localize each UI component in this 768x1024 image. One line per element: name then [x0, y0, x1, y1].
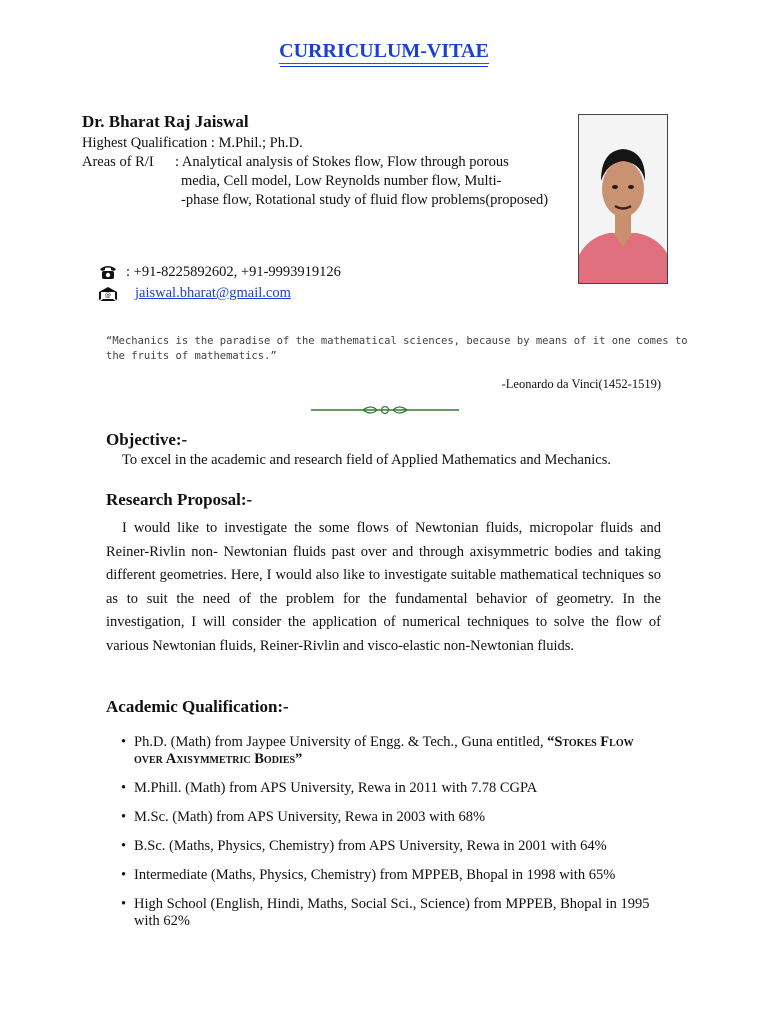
list-item: • B.Sc. (Maths, Physics, Chemistry) from APS University, Rewa in 2001 with 64% [118, 838, 663, 855]
objective-heading: Objective:- [106, 430, 188, 449]
list-item: • Intermediate (Maths, Physics, Chemistry) from MPPEB, Bhopal in 1998 with 65% [118, 867, 663, 884]
list-item: • M.Sc. (Math) from APS University, Rewa in 2003 with 68% [118, 809, 663, 826]
areas-label: Areas of R/I [82, 154, 154, 170]
academic-heading: Academic Qualification:- [106, 697, 289, 716]
quote-text: “Mechanics is the paradise of the mathematical sciences, because by means of it one comes to the fruits of mathematics.” [106, 335, 688, 362]
profile-photo [578, 114, 668, 284]
areas-line-3: -phase flow, Rotational study of fluid flow problems(proposed) [181, 192, 549, 208]
svg-text:@: @ [105, 292, 111, 299]
list-item: • High School (English, Hindi, Maths, Social Sci., Science) from MPPEB, Bhopal in 1995 with 62% [118, 896, 663, 930]
phd-thesis-title: “Stokes Flow over Axisymmetric Bodies” [134, 734, 634, 767]
list-item: • M.Phill. (Math) from APS University, Rewa in 2011 with 7.78 CGPA [118, 780, 663, 797]
research-heading: Research Proposal:- [106, 490, 253, 509]
areas-line-1: : Analytical analysis of Stokes flow, Flow through porous [175, 154, 509, 170]
document-title: CURRICULUM-VITAE [279, 40, 489, 62]
research-paragraph: I would like to investigate the some flows of Newtonian fluids, micropolar fluids and Reiner-Rivlin non- Newtonian fluids past over and through axisymmetric bodies and taking different geometries. Here, I would also like to investigate suitable mathematical techniques so as to suit the need of the problem for the fundamental behavior of geometry. In the investigation, I will consider the application of numerical techniques to solve the flow of various Newtonian fluids, Reiner-Rivlin and visco-elastic non-Newtonian fluids. [106, 520, 661, 654]
telephone-icon [98, 264, 118, 280]
envelope-icon [98, 286, 118, 302]
phd-prefix: Ph.D. (Math) from Jaypee University of Engg. & Tech., Guna entitled, [134, 734, 544, 750]
email-link[interactable]: jaiswal.bharat@gmail.com [135, 285, 291, 301]
quote-author: -Leonardo da Vinci(1452-1519) [501, 377, 661, 391]
ornamental-divider [311, 402, 459, 418]
areas-line-2: media, Cell model, Low Reynolds number flow, Multi- [181, 173, 502, 189]
academic-list [118, 734, 663, 942]
person-name: Dr. Bharat Raj Jaiswal [82, 112, 249, 131]
objective-text: To excel in the academic and research field of Applied Mathematics and Mechanics. [122, 452, 611, 468]
highest-qualification: Highest Qualification : M.Phil.; Ph.D. [82, 135, 303, 151]
list-item-phd [118, 734, 663, 768]
phone-numbers: : +91-8225892602, +91-9993919126 [126, 264, 341, 280]
